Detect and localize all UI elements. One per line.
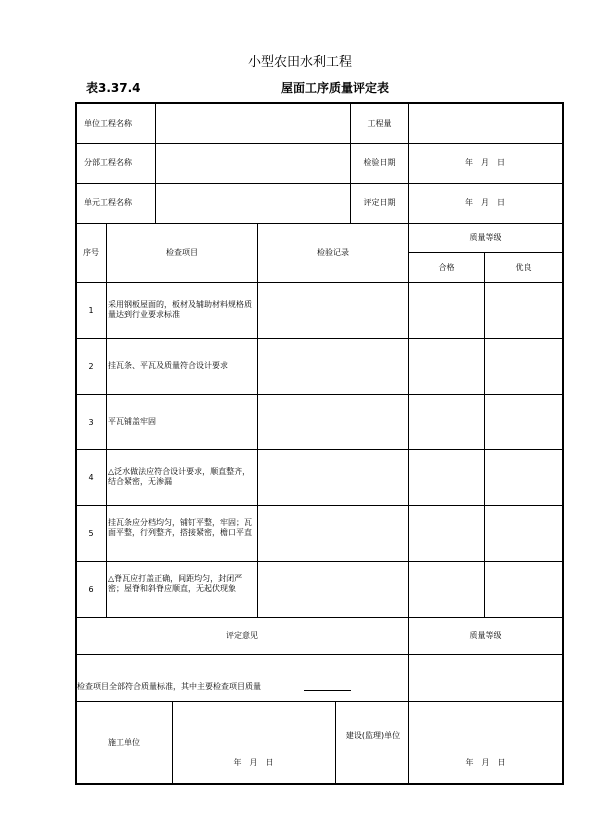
evaluation-date-field[interactable]: 年 月 日 xyxy=(465,198,505,207)
item-no: 1 xyxy=(88,306,94,315)
construction-date: 年 月 日 xyxy=(233,758,274,767)
item-no: 2 xyxy=(88,362,94,371)
inspection-date-label: 检验日期 xyxy=(363,158,396,167)
record-cell[interactable] xyxy=(258,395,407,448)
construction-signature-field[interactable] xyxy=(173,702,334,752)
record-cell[interactable] xyxy=(258,339,407,393)
item-no: 5 xyxy=(88,529,94,538)
record-cell[interactable] xyxy=(258,562,407,616)
inspection-date-field[interactable]: 年 月 日 xyxy=(465,158,505,167)
project-title: 小型农田水利工程 xyxy=(247,55,352,70)
table-number: 表3.37.4 xyxy=(86,81,141,95)
pass-cell[interactable] xyxy=(409,562,483,616)
supervision-unit-label: 建设(监理)单位 xyxy=(345,731,401,740)
quantity-label: 工程量 xyxy=(367,119,392,128)
construction-unit-label: 施工单位 xyxy=(108,738,140,747)
item-text: △脊瓦应打盖正确，间距均匀，封闭严密；屋脊和斜脊应顺直，无起伏现象 xyxy=(108,574,243,593)
grade-value-field[interactable] xyxy=(409,655,561,700)
item-text: 平瓦铺盖牢固 xyxy=(108,417,156,426)
sub-project-label: 分部工程名称 xyxy=(84,158,132,167)
element-project-label: 单元工程名称 xyxy=(84,198,132,207)
element-project-field[interactable] xyxy=(156,184,349,222)
pass-cell[interactable] xyxy=(409,283,483,337)
unit-project-field[interactable] xyxy=(156,103,349,142)
col-seq-header: 序号 xyxy=(83,248,99,257)
table-title: 屋面工序质量评定表 xyxy=(280,81,389,95)
excellent-cell[interactable] xyxy=(485,506,561,560)
record-cell[interactable] xyxy=(258,450,407,504)
item-text: △泛水做法应符合设计要求，顺直整齐，结合紧密，无渗漏 xyxy=(108,467,251,486)
supervision-date: 年 月 日 xyxy=(465,758,506,767)
excellent-cell[interactable] xyxy=(485,395,561,448)
excellent-cell[interactable] xyxy=(485,450,561,504)
unit-project-label: 单位工程名称 xyxy=(84,119,132,128)
main-item-quality-blank[interactable] xyxy=(304,690,351,691)
excellent-cell[interactable] xyxy=(485,283,561,337)
record-cell[interactable] xyxy=(258,506,407,560)
item-no: 6 xyxy=(88,585,94,594)
pass-cell[interactable] xyxy=(409,450,483,504)
item-text: 采用钢板屋面的，板材及辅助材料规格质量达到行业要求标准 xyxy=(108,300,252,319)
pass-cell[interactable] xyxy=(409,395,483,448)
pass-cell[interactable] xyxy=(409,506,483,560)
excellent-cell[interactable] xyxy=(485,562,561,616)
item-no: 3 xyxy=(88,418,94,427)
col-record-header: 检验记录 xyxy=(317,248,349,257)
evaluation-date-label: 评定日期 xyxy=(363,198,396,207)
col-excellent-header: 优良 xyxy=(515,263,532,272)
col-item-header: 检查项目 xyxy=(166,248,198,257)
sub-project-field[interactable] xyxy=(156,144,349,182)
supervision-signature-field[interactable] xyxy=(409,702,561,752)
record-cell[interactable] xyxy=(258,283,407,337)
quantity-field[interactable] xyxy=(409,103,561,142)
item-text: 挂瓦条、平瓦及质量符合设计要求 xyxy=(108,361,228,370)
pass-cell[interactable] xyxy=(409,339,483,393)
item-no: 4 xyxy=(88,473,94,482)
evaluation-statement: 检查项目全部符合质量标准，其中主要检查项目质量 xyxy=(77,682,261,691)
col-pass-header: 合格 xyxy=(438,263,455,272)
item-text: 挂瓦条应分档均匀，铺钉平整，牢固；瓦面平整，行列整齐，搭接紧密，檐口平直 xyxy=(108,518,252,537)
opinion-label: 评定意见 xyxy=(226,631,258,640)
grade-label: 质量等级 xyxy=(469,631,502,640)
col-grade-header: 质量等级 xyxy=(469,233,502,242)
excellent-cell[interactable] xyxy=(485,339,561,393)
